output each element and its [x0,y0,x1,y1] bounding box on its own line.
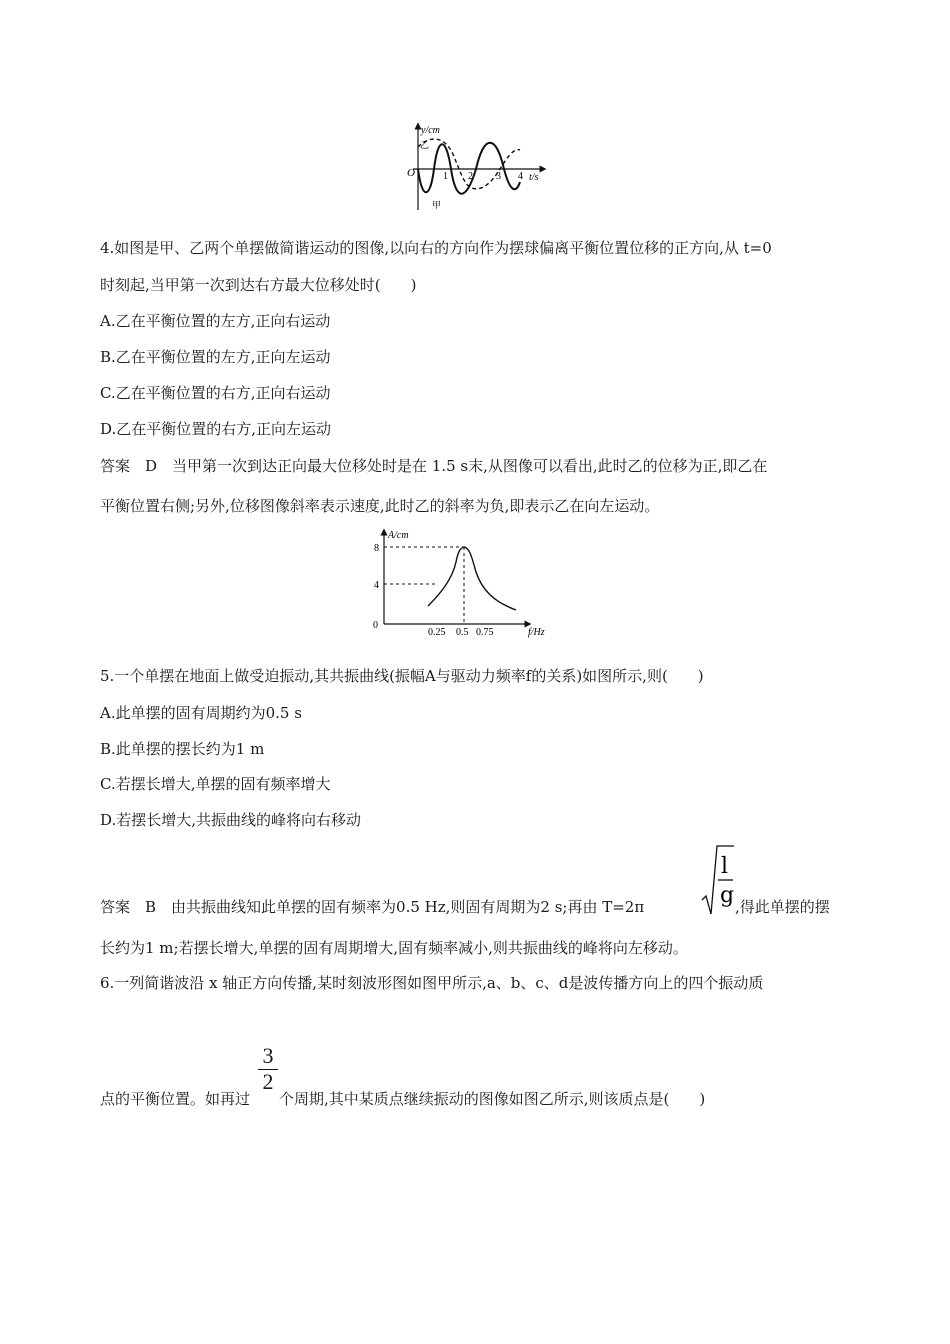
resonance-curve [428,547,516,610]
sqrt-denominator: g [720,883,735,908]
sqrt-numerator: l [721,854,729,879]
tick-4: 4 [518,171,523,182]
tick-1: 1 [443,171,448,182]
fraction-numerator: 3 [262,1043,274,1068]
tick-2: 2 [468,171,473,182]
sqrt-l-over-g [700,842,736,918]
origin-label: O [407,167,415,179]
q5-option-d: D.若摆长增大,共振曲线的峰将向右移动 [100,811,362,829]
y-axis-label: A/cm [388,530,409,541]
x-axis-label: f/Hz [528,627,545,638]
origin-label: 0 [373,620,378,631]
q5-answer-line-2: 长约为1 m;若摆长增大,单摆的固有周期增大,固有频率减小,则共振曲线的峰将向左移动。 [100,939,688,957]
q5-stem: 5.一个单摆在地面上做受迫振动,其共振曲线(振幅A与驱动力频率f的关系)如图所示,则( ) [100,667,704,685]
x-tick-05: 0.5 [456,627,469,638]
figure-displacement-time [400,122,550,214]
q4-answer-line-2: 平衡位置右侧;另外,位移图像斜率表示速度,此时乙的斜率为负,即表示乙在向左运动。 [100,497,660,515]
q6-stem-line-2-post: 个周期,其中某质点继续振动的图像如图乙所示,则该质点是( ) [279,1090,706,1108]
x-tick-025: 0.25 [428,627,446,638]
fraction-3-over-2 [258,1044,278,1094]
curve-jia-label: 甲 [432,200,442,210]
y-tick-8: 8 [374,543,379,554]
q4-option-d: D.乙在平衡位置的右方,正向左运动 [100,420,332,438]
curve-yi-label: 乙 [420,140,430,150]
q4-option-b: B.乙在平衡位置的左方,正向左运动 [100,348,331,366]
q5-option-b: B.此单摆的摆长约为1 m [100,740,265,758]
q5-answer-line-1-pre: 答案 B 由共振曲线知此单摆的固有频率为0.5 Hz,则固有周期为2 s;再由 T=2π [100,898,645,916]
q6-stem-line-1: 6.一列简谐波沿 x 轴正方向传播,某时刻波形图如图甲所示,a、b、c、d是波传播方向上的四个振动质 [100,974,764,992]
q6-stem-line-2-pre: 点的平衡位置。如再过 [100,1090,251,1108]
q4-answer-line-1: 答案 D 当甲第一次到达正向最大位移处时是在 1.5 s末,从图像可以看出,此时乙的位移为正,即乙在 [100,457,768,475]
curve-jia-cont [451,143,520,194]
y-tick-4: 4 [374,580,379,591]
y-axis-label: y/cm [421,125,440,136]
q4-option-a: A.乙在平衡位置的左方,正向右运动 [100,312,331,330]
q5-option-a: A.此单摆的固有周期约为0.5 s [100,704,302,722]
q5-answer-line-1-post: ,得此单摆的摆 [735,898,830,916]
x-tick-075: 0.75 [476,627,494,638]
tick-3: 3 [496,171,501,182]
q4-stem-line-1: 4.如图是甲、乙两个单摆做简谐运动的图像,以向右的方向作为摆球偏离平衡位置位移的正方向,从 t=0 [100,239,772,257]
q4-stem-line-2: 时刻起,当甲第一次到达右方最大位移处时( ) [100,276,417,294]
fraction-denominator: 2 [262,1069,274,1094]
x-axis-label: t/s [529,172,539,183]
q4-option-c: C.乙在平衡位置的右方,正向右运动 [100,384,331,402]
figure-resonance-curve [368,528,558,640]
curve-jia [418,144,451,192]
q5-option-c: C.若摆长增大,单摆的固有频率增大 [100,775,331,793]
